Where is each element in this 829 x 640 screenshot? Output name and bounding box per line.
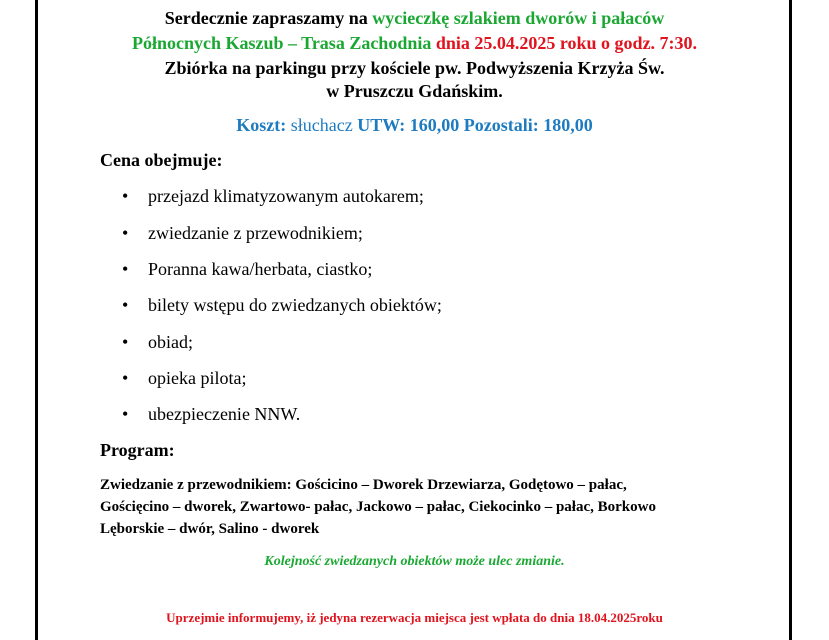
trip-name-2: Północnych Kaszub – Trasa Zachodnia [131,33,436,53]
program-line: Zwiedzanie z przewodnikiem: Gościcino – Dworek Drzewiarza, Godętowo – pałac, [100,477,627,493]
invite-line-1 [40,8,789,29]
program-heading: Program: [100,440,175,460]
bullet-icon: • [122,223,129,243]
cost-label: Koszt: [236,115,287,135]
reservation-notice: Uprzejmie informujemy, iż jedyna rezerwacja miejsca jest wpłata do dnia 18.04.2025roku [166,610,663,625]
list-item: • zwiedzanie z przewodnikiem; [122,223,363,243]
list-item: • bilety wstępu do zwiedzanych obiektów; [122,295,442,315]
invite-intro: Serdecznie zapraszamy na [164,8,373,28]
meeting-city: w Pruszczu Gdańskim. [326,81,503,101]
list-item: • przejazd klimatyzowanym autokarem; [122,186,424,206]
program-line: Lęborskie – dwór, Salino - dworek [100,521,320,537]
list-item: • opieka pilota; [122,368,247,388]
program-note: Kolejność zwiedzanych obiektów może ulec zmianie. [264,554,565,569]
trip-date: dnia 25.04.2025 roku o godz. 7:30. [435,33,698,53]
bullet-icon: • [122,332,129,352]
meeting-point: Zbiórka na parkingu przy kościele pw. Podwyższenia Krzyża Św. [164,58,665,78]
includes-heading: Cena obejmuje: [100,150,223,170]
bullet-icon: • [122,295,129,315]
list-item: • ubezpieczenie NNW. [122,404,301,424]
bullet-icon: • [122,368,129,388]
list-item: • Poranna kawa/herbata, ciastko; [122,259,373,279]
invite-line-2 [40,33,789,54]
bullet-icon: • [122,186,129,206]
cost-line [40,115,789,136]
cost-student: słuchacz [286,115,358,135]
trip-name-1: wycieczkę szlakiem dworów i pałaców [372,8,665,28]
program-line: Gościęcino – dworek, Zwartowo- pałac, Jackowo – pałac, Ciekocinko – pałac, Borkowo [100,499,656,515]
bullet-icon: • [122,259,129,279]
cost-values: UTW: 160,00 Pozostali: 180,00 [357,115,593,135]
list-item: • obiad; [122,332,193,352]
bullet-icon: • [122,404,129,424]
